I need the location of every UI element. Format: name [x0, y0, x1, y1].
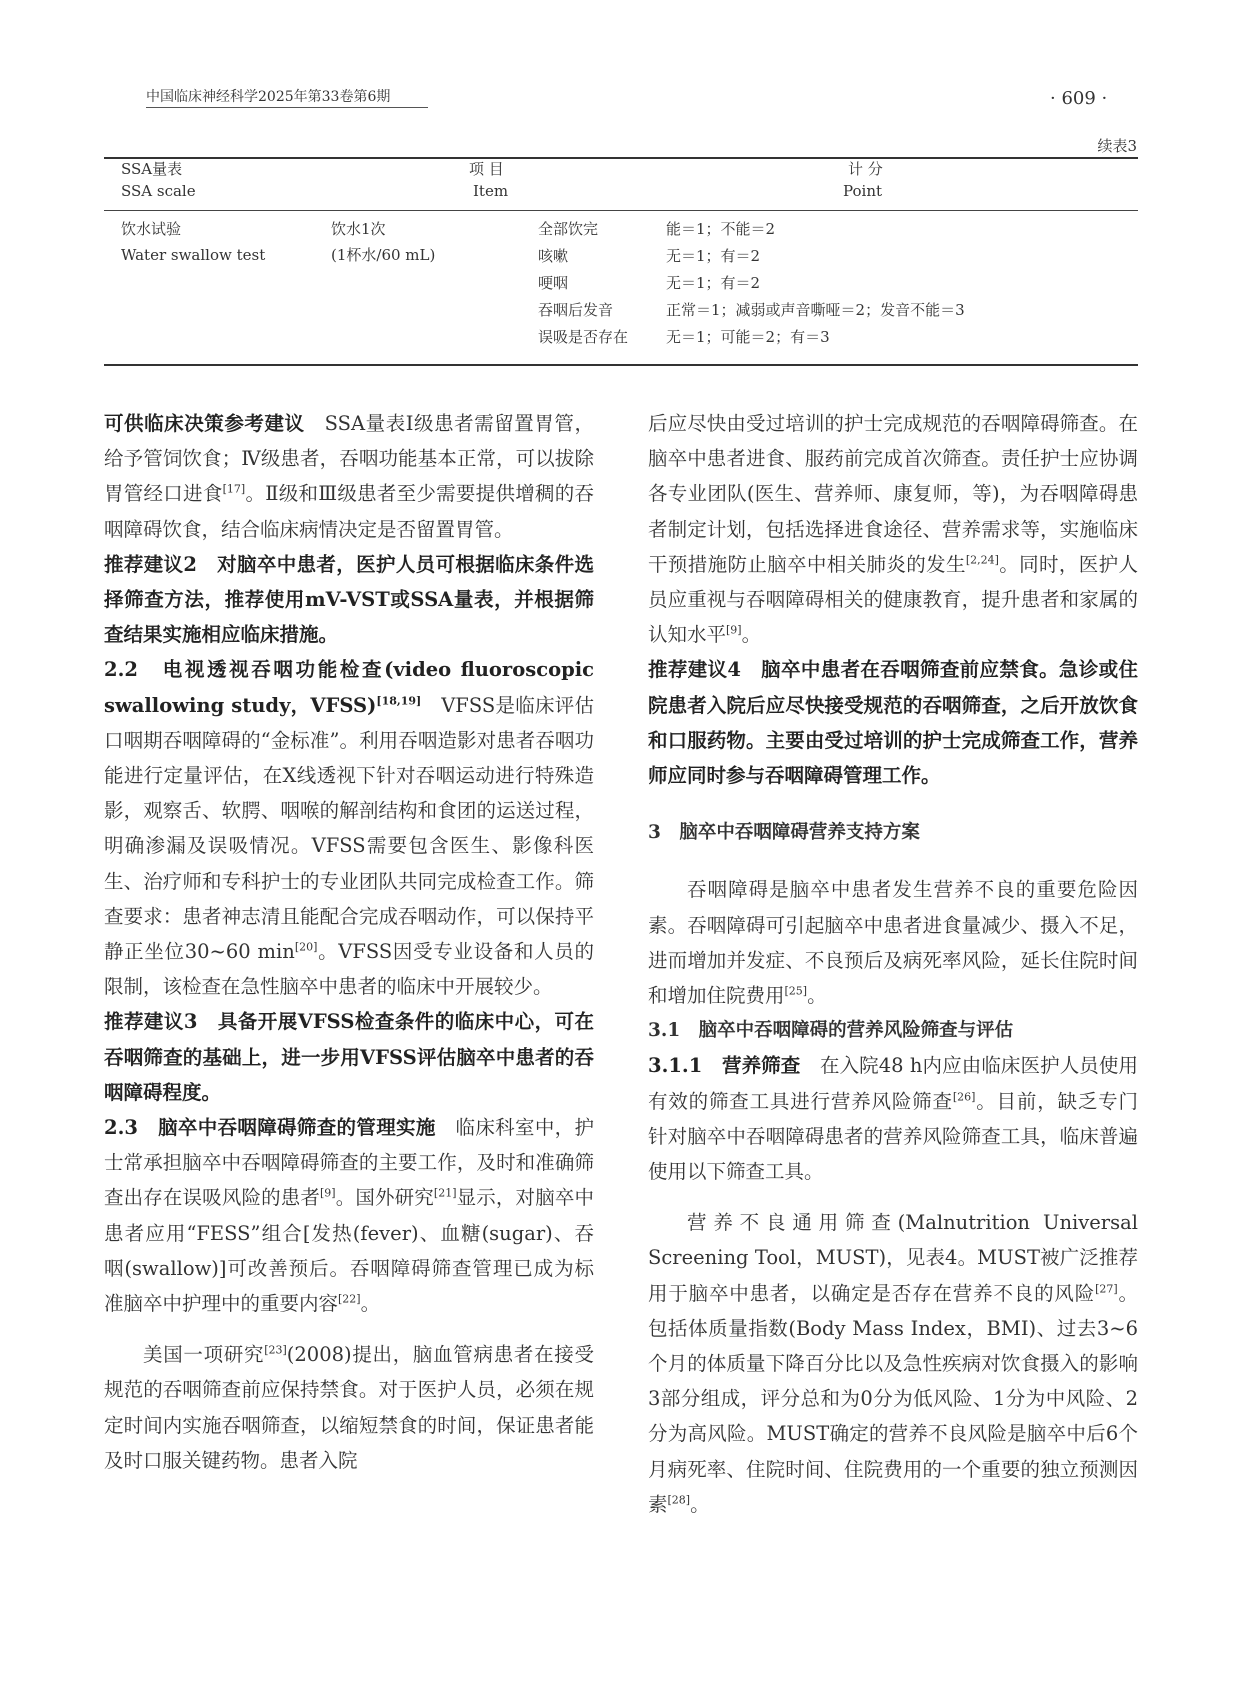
section-3-heading: 3 脑卒中吞咽障碍营养支持方案 [648, 822, 920, 844]
section-3-1-heading: 3.1 脑卒中吞咽障碍的营养风险筛查与评估 [648, 1020, 1014, 1042]
header-scale-cn: SSA量表 [121, 160, 183, 178]
paragraph-text: 。同时，医护人员应重视与吞咽障碍相关的健康教育，提升患者和家属的认知水平 [648, 552, 1138, 647]
ssa-table [104, 157, 1138, 366]
paragraph-text: 。包括体质量指数(Body Mass Index，BMI)、过去3~6个月的体质量下降百分比以及急性疾病对饮食摄入的影响3部分组成，评分总和为0分为低风险、1分为中风险、2分为高风险。MUST确定的营养不良风险是脑卒中后6个月病死率、住院时间、住院费用的一个重要的独立预测因素 [648, 1281, 1138, 1516]
table-header-rule [104, 210, 1138, 211]
paragraph-text: 。国外研究 [335, 1186, 434, 1210]
item-score: 无＝1；可能＝2；有＝3 [666, 328, 830, 346]
header-rule [146, 107, 428, 108]
paragraph-text: 临床科室中，护士常承担脑卒中吞咽障碍筛查的主要工作，及时和准确筛查出存在误吸风险的患者 [104, 1116, 594, 1210]
table-top-rule [104, 157, 1138, 159]
paragraph-malnutrition-risk [648, 872, 1138, 1013]
header-item-cn: 项 目 [469, 160, 504, 178]
item-score: 无＝1；有＝2 [666, 247, 761, 265]
table-bottom-rule [104, 364, 1138, 366]
paragraph-text: 。VFSS因受专业设备和人员的限制，该检查在急性脑卒中患者的临床中开展较少。 [104, 940, 594, 999]
paragraph-text: 显示，对脑卒中患者应用“FESS”组合[发热(fever)、血糖(sugar)、吞咽(swallow)]可改善预后。吞咽障碍筛查管理已成为标准脑卒中护理中的重要内容 [104, 1186, 594, 1316]
item-name: 吞咽后发音 [538, 301, 614, 319]
citation: [2,24] [965, 553, 999, 567]
paragraph-clinical-decision [104, 406, 594, 547]
paragraph-us-study [104, 1337, 594, 1478]
citation: [25] [784, 984, 808, 998]
paragraph-head: 可供临床决策参考建议 [104, 412, 305, 435]
paragraph-text: 在入院48 h内应由临床医护人员使用有效的筛查工具进行营养风险筛查 [648, 1054, 1138, 1113]
citation: [28] [667, 1493, 691, 1507]
section-heading: 2.2 电视透视吞咽功能检查(video fluoroscopic swallowing study，VFSS) [104, 658, 594, 717]
paragraph-text: 。 [360, 1292, 381, 1316]
paragraph-text: 。Ⅱ级和Ⅲ级患者至少需要提供增稠的吞咽障碍饮食，结合临床病情决定是否留置胃管。 [104, 482, 594, 541]
header-item-en: Item [473, 182, 509, 200]
citation: [21] [433, 1186, 457, 1200]
citation: [27] [1095, 1282, 1118, 1296]
item-name: 咳嗽 [538, 247, 569, 265]
section-2-3 [104, 1110, 594, 1321]
journal-running-head: 中国临床神经科学2025年第33卷第6期 [146, 89, 391, 105]
item-score: 正常＝1；减弱或声音嘶哑＝2；发音不能＝3 [666, 301, 965, 319]
item-score: 无＝1；有＝2 [666, 274, 761, 292]
citation: [20] [294, 940, 318, 954]
paragraph-text: 吞咽障碍是脑卒中患者发生营养不良的重要危险因素。吞咽障碍可引起脑卒中患者进食量减少、摄入不足，进而增加并发症、不良预后及病死率风险，延长住院时间和增加住院费用 [648, 878, 1138, 1008]
left-column [104, 406, 594, 1478]
paragraph-text: 。 [741, 623, 762, 647]
citation: [17] [222, 482, 246, 496]
recommendation-4: 推荐建议4 脑卒中患者在吞咽筛查前应禁食。急诊或住院患者入院后应尽快接受规范的吞咽筛查，之后开放饮食和口服药物。主要由受过培训的护士完成筛查工作，营养师应同时参与吞咽障碍管理工作。 [648, 658, 1138, 788]
paragraph-text: SSA量表Ⅰ级患者需留置胃管，给予管饲饮食；Ⅳ级患者，吞咽功能基本正常，可以拔除胃管经口进食 [104, 412, 594, 506]
page-number: · 609 · [1050, 88, 1108, 109]
paragraph-text: 后应尽快由受过培训的护士完成规范的吞咽障碍筛查。在脑卒中患者进食、服药前完成首次筛查。责任护士应协调各专业团队(医生、营养师、康复师，等)，为吞咽障碍患者制定计划，包括选择进食途径、营养需求等，实施临床干预措施防止脑卒中相关肺炎的发生 [648, 412, 1138, 576]
item-name: 全部饮完 [538, 220, 599, 238]
paragraph-text: 美国一项研究 [143, 1343, 265, 1367]
paragraph-screening-continued [648, 406, 1138, 652]
citation: [9] [320, 1186, 336, 1200]
header-point-cn: 计 分 [848, 160, 883, 178]
paragraph-text: 营养不良通用筛查(Malnutrition Universal Screening Tool，MUST)，见表4。MUST被广泛推荐用于脑卒中患者，以确定是否存在营养不良的风险 [648, 1211, 1138, 1305]
paragraph-text: VFSS是临床评估口咽期吞咽障碍的“金标准”。利用吞咽造影对患者吞咽功能进行定量评估，在X线透视下针对吞咽运动进行特殊造影，观察舌、软腭、咽喉的解剖结构和食团的运送过程，明确渗漏及误吸情况。VFSS需要包含医生、影像科医生、治疗师和专科护士的专业团队共同完成检查工作。筛查要求：患者神志清且能配合完成吞咽动作，可以保持平静正坐位30~60 min [104, 693, 594, 964]
citation: [22] [338, 1292, 361, 1306]
section-2-2 [104, 652, 594, 1004]
item-score: 能＝1；不能＝2 [666, 220, 776, 238]
section-heading: 3.1.1 营养筛查 [648, 1054, 801, 1078]
citation: [9] [726, 623, 742, 637]
row-amount-detail: (1杯水/60 mL) [331, 246, 436, 264]
citation: [26] [952, 1090, 976, 1104]
row-test-en: Water swallow test [121, 246, 266, 264]
item-name: 误吸是否存在 [538, 328, 629, 346]
paragraph-text: 。目前，缺乏专门针对脑卒中吞咽障碍患者的营养风险筛查工具，临床普遍使用以下筛查工具。 [648, 1089, 1138, 1184]
citation: [23] [264, 1343, 287, 1357]
table-continued-label: 续表3 [1097, 137, 1137, 155]
row-amount-cn: 饮水1次 [331, 220, 386, 238]
recommendation-3: 推荐建议3 具备开展VFSS检查条件的临床中心，可在吞咽筛查的基础上，进一步用VFSS评估脑卒中患者的吞咽障碍程度。 [104, 1010, 594, 1104]
item-name: 哽咽 [538, 274, 569, 292]
row-test-cn: 饮水试验 [121, 220, 182, 238]
paragraph-must [648, 1205, 1138, 1522]
paragraph-text: (2008)提出，脑血管病患者在接受规范的吞咽筛查前应保持禁食。对于医护人员，必须在规定时间内实施吞咽筛查，以缩短禁食的时间，保证患者能及时口服关键药物。患者入院 [104, 1343, 594, 1472]
header-scale-en: SSA scale [121, 182, 196, 200]
section-3-1-1 [648, 1048, 1138, 1189]
recommendation-2: 推荐建议2 对脑卒中患者，医护人员可根据临床条件选择筛查方法，推荐使用mV-VST或SSA量表，并根据筛查结果实施相应临床措施。 [104, 552, 594, 647]
section-heading: 2.3 脑卒中吞咽障碍筛查的管理实施 [104, 1116, 436, 1140]
right-column [648, 406, 1138, 1522]
header-point-en: Point [843, 182, 883, 200]
paragraph-text: 。 [807, 984, 827, 1008]
citation: [18,19] [376, 694, 422, 708]
paragraph-text: 。 [690, 1492, 710, 1516]
